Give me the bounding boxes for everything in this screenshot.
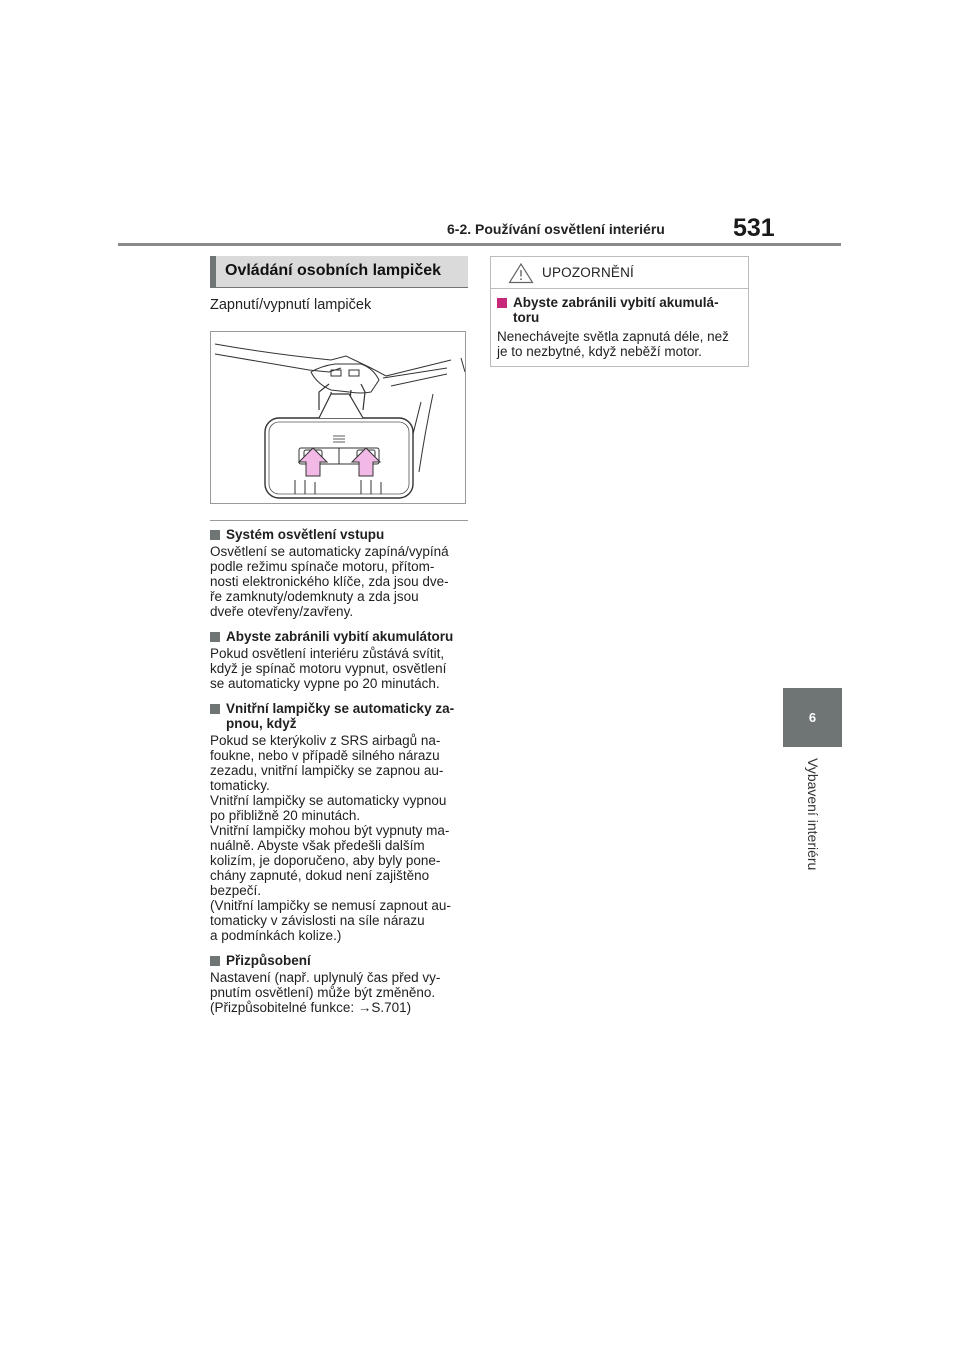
note-body: Osvětlení se automaticky zapíná/vypíná podle režimu spínače motoru, přítom- nosti elektronického klíče, zda jsou dve- ře zamknuty/odemknuty a zda jsou dveře otevřeny/zavřeny. (210, 544, 449, 619)
note-title: Abyste zabránili vybití akumulátoru (226, 629, 454, 644)
note-body: Pokud osvětlení interiéru zůstává svítit, když je spínač motoru vypnut, osvětlení se automaticky vypne po 20 minutách. (210, 646, 447, 691)
bullet-square-icon (497, 298, 507, 308)
note-heading (210, 953, 472, 968)
bullet-square-icon (210, 704, 220, 714)
notes-list (210, 527, 472, 1025)
caution-item-heading (497, 295, 742, 325)
note-body: Pokud se kterýkoliv z SRS airbagů na- foukne, nebo v případě silného nárazu zezadu, vnitřní lampičky se zapnou au- tomaticky. Vnitřní lampičky se automaticky vypnou po přibližně 20 minutách. Vnitřní lampičky mohou být vypnuty ma- nuálně. Abyste však předešli dalším kolizím, je doporučeno, aby byly pone- chány zapnuté, dokud není zajištěno bezpečí. (Vnitřní lampičky se nemusí zapnout au- tomaticky v závislosti na síle nárazu a podmínkách kolize.) (210, 733, 451, 943)
caution-box (490, 256, 749, 367)
note-title: Systém osvětlení vstupu (226, 527, 385, 542)
illustration-ceiling-lamps (210, 331, 466, 504)
caution-title: UPOZORNĚNÍ (542, 265, 635, 280)
ceiling-lamps-illustration (211, 332, 465, 503)
note-title: Vnitřní lampičky se automaticky za- pnou, když (226, 701, 455, 731)
caution-header (491, 257, 748, 289)
caution-item-title: Abyste zabránili vybití akumulá- toru (513, 295, 719, 325)
note-heading (210, 701, 472, 731)
note-heading (210, 527, 472, 542)
figure-divider (210, 520, 468, 521)
note-customization (210, 953, 472, 1015)
caution-item-text: Nenechávejte světla zapnutá déle, než je to nezbytné, když neběží motor. (497, 329, 729, 359)
note-title: Přizpůsobení (226, 953, 311, 968)
section-title-text: Ovládání osobních lampiček (225, 262, 442, 279)
chapter-label-text: Vybavení interiéru (804, 758, 821, 871)
note-body: Nastavení (např. uplynulý čas před vy- pnutím osvětlení) může být změněno. (Přizpůsobitelné funkce: →S.701) (210, 970, 441, 1015)
bullet-square-icon (210, 956, 220, 966)
section-intro: Zapnutí/vypnutí lampiček (210, 297, 372, 313)
page-number: 531 (733, 214, 775, 242)
bullet-square-icon (210, 632, 220, 642)
note-entry-lighting (210, 527, 472, 619)
warning-triangle-icon (508, 262, 534, 284)
caution-body (491, 289, 748, 359)
chapter-label (783, 758, 842, 898)
note-auto-on (210, 701, 472, 943)
note-heading (210, 629, 472, 644)
header-rule (118, 243, 841, 246)
header-section-title: 6-2. Používání osvětlení interiéru (447, 221, 665, 237)
bullet-square-icon (210, 530, 220, 540)
note-battery (210, 629, 472, 691)
section-title (210, 256, 468, 288)
chapter-tab[interactable]: 6 (783, 688, 842, 747)
